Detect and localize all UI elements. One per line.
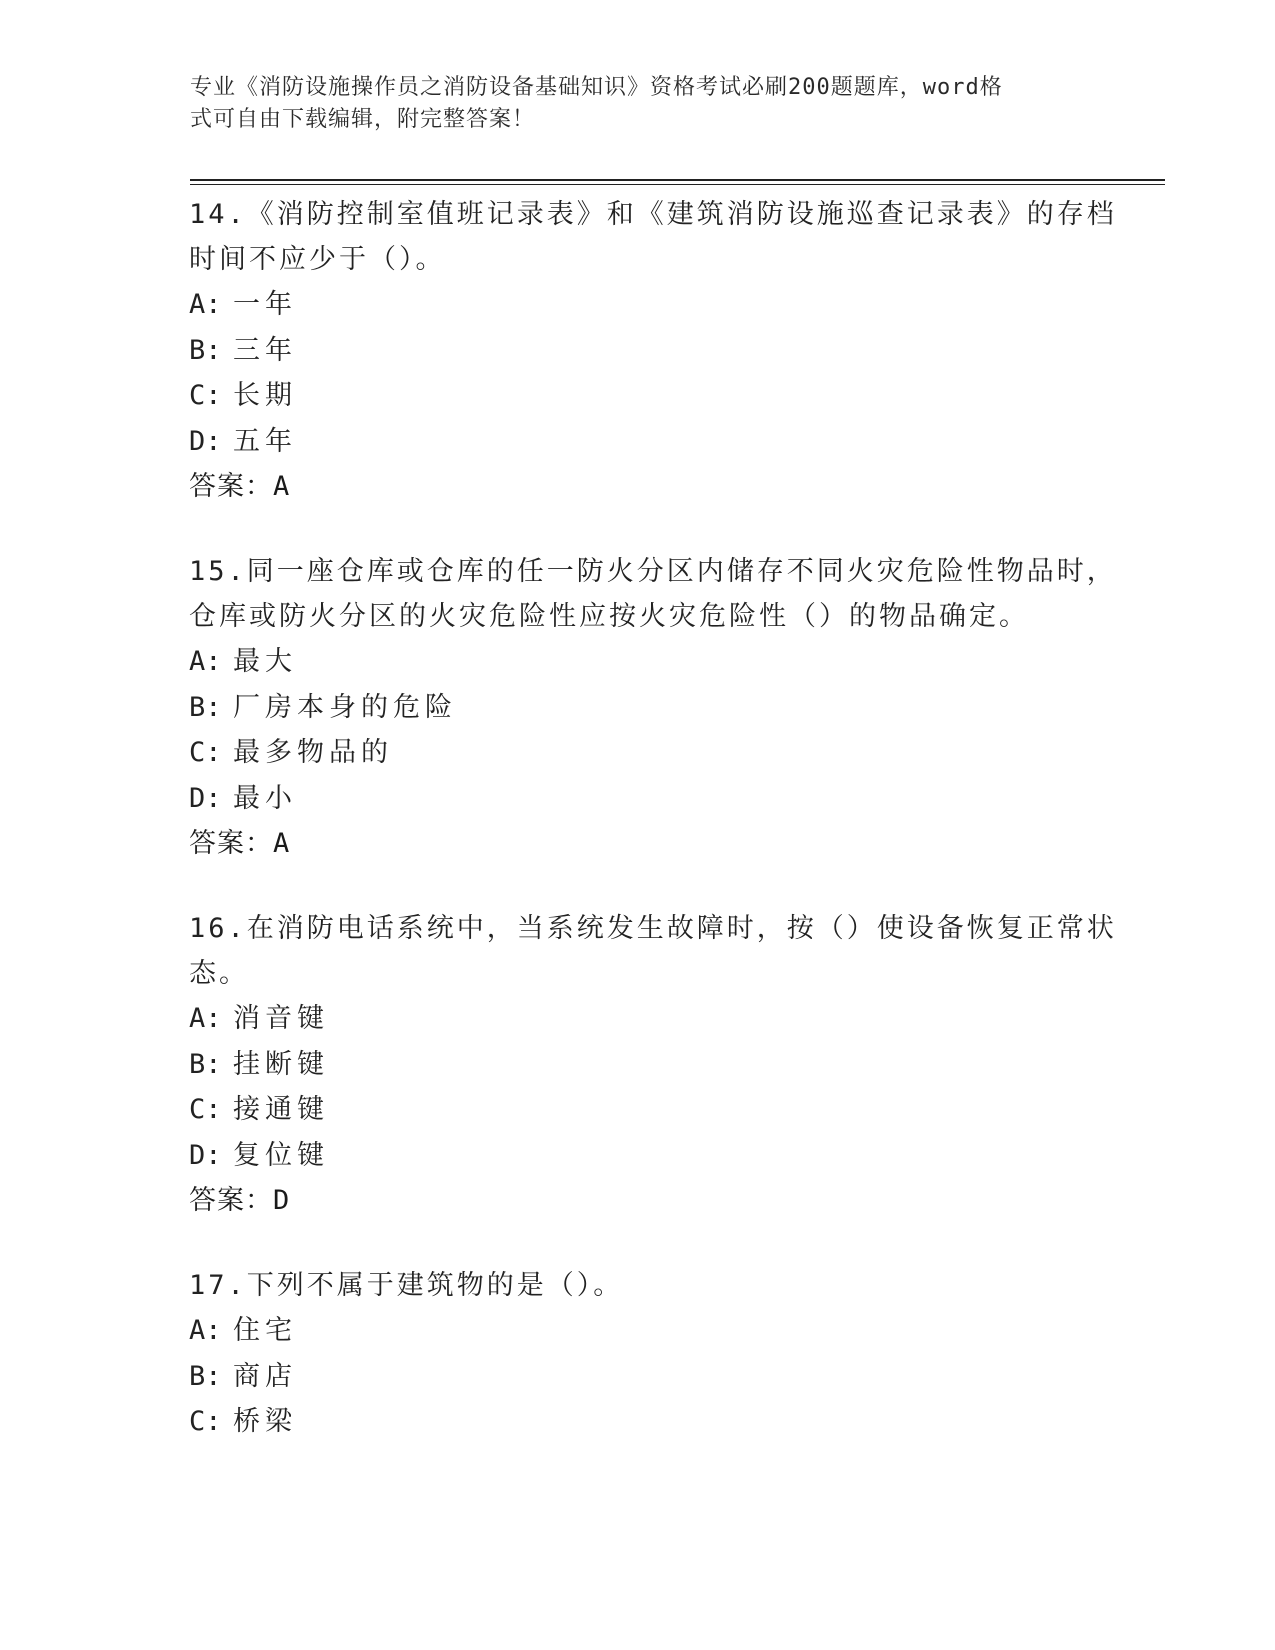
answer-line: 答案：A: [189, 471, 291, 502]
option-text: 桥梁: [233, 1406, 297, 1437]
option-key: D:: [189, 1139, 222, 1171]
option-c: [189, 1087, 1089, 1133]
option-text: 商店: [233, 1360, 297, 1392]
option-d: [189, 776, 1089, 822]
question-text-line: 态。: [189, 958, 249, 989]
option-a: [189, 996, 1089, 1042]
header-line-1: 专业《消防设施操作员之消防设备基础知识》资格考试必刷200题题库，word格: [190, 75, 1003, 100]
option-a: [189, 1308, 1089, 1354]
option-key: A:: [189, 1315, 222, 1346]
option-text: 长期: [233, 380, 297, 411]
option-d: [189, 1133, 1089, 1179]
option-key: B:: [189, 691, 222, 723]
option-a: [189, 639, 1089, 685]
option-c: [189, 373, 1089, 419]
option-text: 三年: [233, 334, 297, 366]
document-header: [190, 72, 1090, 136]
option-b: [189, 1354, 1089, 1400]
option-key: C:: [189, 1406, 222, 1437]
option-key: C:: [189, 1094, 222, 1125]
option-text: 五年: [233, 425, 297, 457]
question-text-line: 16.在消防电话系统中，当系统发生故障时，按（）使设备恢复正常状: [189, 913, 1117, 944]
option-key: D:: [189, 425, 222, 457]
option-b: [189, 1042, 1089, 1088]
option-c: [189, 1399, 1089, 1445]
option-key: B:: [189, 1048, 222, 1080]
question-text-line: 时间不应少于（）。: [189, 244, 446, 275]
option-key: C:: [189, 380, 222, 411]
option-text: 复位键: [233, 1139, 329, 1171]
option-text: 一年: [233, 289, 297, 320]
option-text: 接通键: [233, 1094, 329, 1125]
header-divider-thick: [190, 179, 1165, 181]
question-14: [189, 192, 1117, 509]
option-d: [189, 419, 1089, 465]
question-text-line: 17.下列不属于建筑物的是（）。: [189, 1270, 624, 1301]
option-text: 消音键: [233, 1003, 329, 1034]
option-key: A:: [189, 289, 222, 320]
option-text: 住宅: [233, 1315, 297, 1346]
question-16: [189, 906, 1117, 1223]
option-text: 最多物品的: [233, 737, 393, 768]
option-key: A:: [189, 646, 222, 677]
question-list: [189, 192, 1117, 1485]
option-key: B:: [189, 334, 222, 366]
option-b: [189, 328, 1089, 374]
question-17: [189, 1263, 1089, 1445]
option-text: 挂断键: [233, 1048, 329, 1080]
question-text-line: 15.同一座仓库或仓库的任一防火分区内储存不同火灾危险性物品时，: [189, 556, 1117, 587]
answer-line: 答案：D: [189, 1185, 291, 1216]
option-key: D:: [189, 782, 222, 814]
answer-line: 答案：A: [189, 828, 291, 859]
option-c: [189, 730, 1089, 776]
option-key: C:: [189, 737, 222, 768]
question-15: [189, 549, 1117, 866]
question-text-line: 14.《消防控制室值班记录表》和《建筑消防设施巡查记录表》的存档: [189, 199, 1117, 230]
option-text: 最小: [233, 782, 297, 814]
option-text: 最大: [233, 646, 297, 677]
option-key: A:: [189, 1003, 222, 1034]
option-key: B:: [189, 1360, 222, 1392]
question-text-line: 仓库或防火分区的火灾危险性应按火灾危险性（）的物品确定。: [189, 601, 1029, 632]
option-a: [189, 282, 1089, 328]
option-b: [189, 685, 1089, 731]
header-divider-thin: [190, 184, 1165, 185]
option-text: 厂房本身的危险: [233, 691, 457, 723]
header-line-2: 式可自由下载编辑，附完整答案！: [190, 107, 536, 132]
